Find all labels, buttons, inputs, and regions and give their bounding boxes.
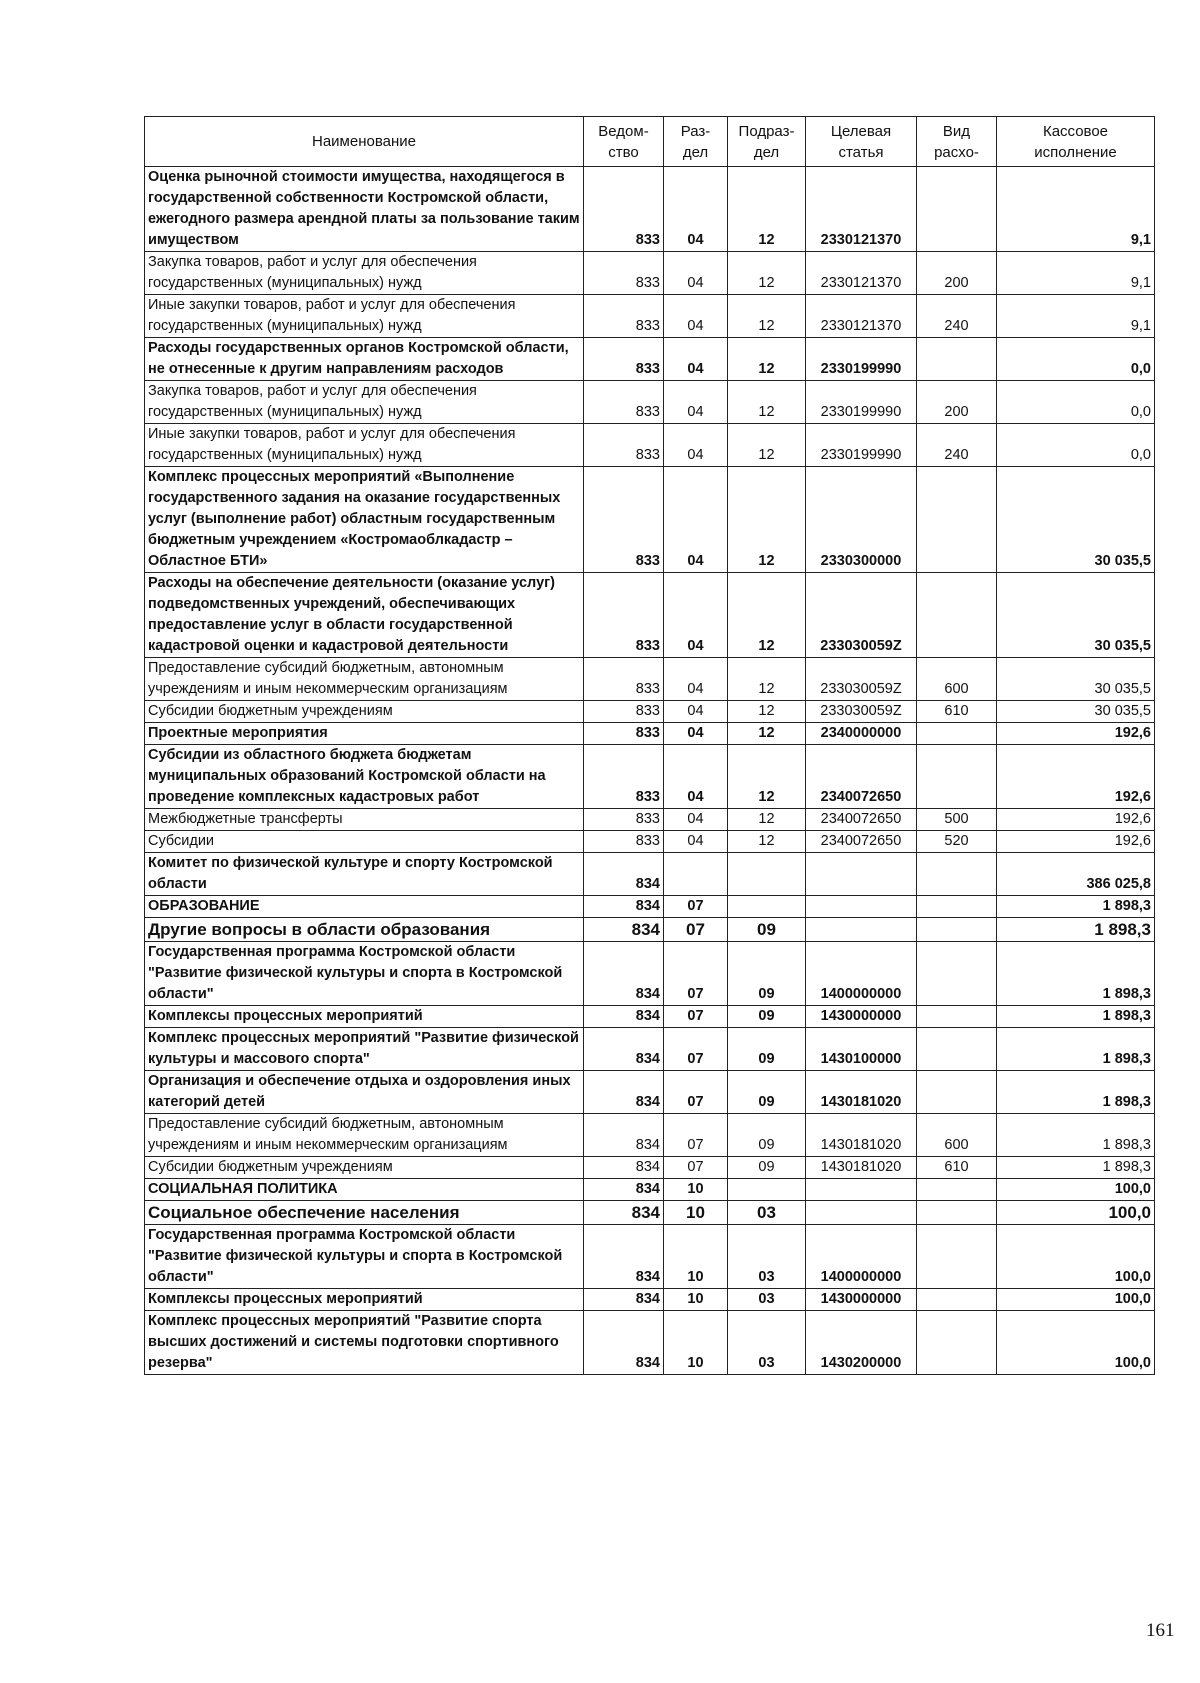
row-vid: [917, 1311, 997, 1375]
row-podrazdel: 12: [728, 809, 806, 831]
row-sum: 192,6: [997, 723, 1155, 745]
row-statya: 233030059Z: [806, 701, 917, 723]
header-vid: Вид расхо-: [917, 117, 997, 167]
row-ved: 834: [584, 1311, 664, 1375]
table-body: [145, 167, 1155, 1375]
row-statya: 1430181020: [806, 1071, 917, 1114]
row-ved: 834: [584, 1006, 664, 1028]
row-name: Комплексы процессных мероприятий: [145, 1006, 584, 1028]
row-name: Расходы на обеспечение деятельности (оказание услуг) подведомственных учреждений, обеспечивающих предоставление услуг в области государственной кадастровой оценки и кадастровой деятельности: [145, 573, 584, 658]
table-row: [145, 896, 1155, 918]
table-row: [145, 1311, 1155, 1375]
row-name: Межбюджетные трансферты: [145, 809, 584, 831]
row-razdel: 04: [664, 809, 728, 831]
row-vid: [917, 1179, 997, 1201]
row-podrazdel: 12: [728, 424, 806, 467]
row-vid: 520: [917, 831, 997, 853]
table-row: [145, 745, 1155, 809]
row-podrazdel: 09: [728, 1006, 806, 1028]
row-ved: 833: [584, 467, 664, 573]
row-statya: 1400000000: [806, 1225, 917, 1289]
row-name: Предоставление субсидий бюджетным, автономным учреждениям и иным некоммерческим организациям: [145, 1114, 584, 1157]
row-vid: [917, 1289, 997, 1311]
table-row: [145, 1157, 1155, 1179]
row-sum: 30 035,5: [997, 701, 1155, 723]
row-ved: 834: [584, 896, 664, 918]
row-ved: 833: [584, 295, 664, 338]
row-vid: [917, 1006, 997, 1028]
row-vid: 610: [917, 701, 997, 723]
row-razdel: 04: [664, 658, 728, 701]
row-podrazdel: [728, 853, 806, 896]
row-razdel: 04: [664, 338, 728, 381]
row-ved: 833: [584, 723, 664, 745]
table-row: [145, 1114, 1155, 1157]
table-row: [145, 701, 1155, 723]
table-row: [145, 1225, 1155, 1289]
row-razdel: 04: [664, 381, 728, 424]
row-name: Проектные мероприятия: [145, 723, 584, 745]
row-vid: [917, 723, 997, 745]
row-sum: 0,0: [997, 424, 1155, 467]
row-sum: 1 898,3: [997, 1157, 1155, 1179]
table-row: [145, 1179, 1155, 1201]
header-podrazdel: Подраз- дел: [728, 117, 806, 167]
row-statya: 1430200000: [806, 1311, 917, 1375]
row-ved: 833: [584, 424, 664, 467]
row-podrazdel: 12: [728, 745, 806, 809]
row-ved: 833: [584, 701, 664, 723]
row-name: Субсидии из областного бюджета бюджетам муниципальных образований Костромской области на проведение комплексных кадастровых работ: [145, 745, 584, 809]
table-row: [145, 381, 1155, 424]
row-razdel: 10: [664, 1289, 728, 1311]
row-sum: 100,0: [997, 1225, 1155, 1289]
row-statya: 2340072650: [806, 831, 917, 853]
table-header-row: [145, 117, 1155, 167]
row-sum: 100,0: [997, 1201, 1155, 1225]
row-statya: 1430000000: [806, 1006, 917, 1028]
row-statya: 2330121370: [806, 167, 917, 252]
row-statya: 2330121370: [806, 295, 917, 338]
table-row: [145, 723, 1155, 745]
row-name: Другие вопросы в области образования: [145, 918, 584, 942]
row-razdel: 07: [664, 1028, 728, 1071]
row-ved: 834: [584, 1225, 664, 1289]
row-podrazdel: 12: [728, 295, 806, 338]
row-name: Закупка товаров, работ и услуг для обеспечения государственных (муниципальных) нужд: [145, 381, 584, 424]
row-statya: [806, 1179, 917, 1201]
row-sum: 1 898,3: [997, 1006, 1155, 1028]
row-sum: 1 898,3: [997, 918, 1155, 942]
table-row: [145, 424, 1155, 467]
row-podrazdel: 03: [728, 1311, 806, 1375]
row-ved: 834: [584, 853, 664, 896]
row-statya: 1430000000: [806, 1289, 917, 1311]
row-name: Комплекс процессных мероприятий "Развитие спорта высших достижений и системы подготовки спортивного резерва": [145, 1311, 584, 1375]
row-podrazdel: 09: [728, 1028, 806, 1071]
row-sum: 9,1: [997, 252, 1155, 295]
row-vid: [917, 467, 997, 573]
row-sum: 1 898,3: [997, 896, 1155, 918]
row-vid: 240: [917, 295, 997, 338]
row-razdel: 07: [664, 918, 728, 942]
row-vid: [917, 338, 997, 381]
row-name: Комплекс процессных мероприятий «Выполнение государственного задания на оказание государственных услуг (выполнение работ) областным государственным бюджетным учреждением «Костромаоблкадастр – Областное БТИ»: [145, 467, 584, 573]
row-name: Закупка товаров, работ и услуг для обеспечения государственных (муниципальных) нужд: [145, 252, 584, 295]
row-podrazdel: 12: [728, 723, 806, 745]
row-razdel: 10: [664, 1201, 728, 1225]
header-razdel: Раз- дел: [664, 117, 728, 167]
budget-table: [144, 116, 1155, 1375]
table-row: [145, 1028, 1155, 1071]
table-row: [145, 918, 1155, 942]
row-podrazdel: 12: [728, 831, 806, 853]
row-ved: 833: [584, 831, 664, 853]
row-podrazdel: 09: [728, 1114, 806, 1157]
row-sum: 192,6: [997, 745, 1155, 809]
row-statya: [806, 918, 917, 942]
row-vid: [917, 1201, 997, 1225]
page-number: 161: [1146, 1620, 1175, 1641]
row-podrazdel: 03: [728, 1225, 806, 1289]
header-sum: Кассовое исполнение: [997, 117, 1155, 167]
table-row: [145, 1289, 1155, 1311]
row-name: Организация и обеспечение отдыха и оздоровления иных категорий детей: [145, 1071, 584, 1114]
row-vid: 200: [917, 252, 997, 295]
row-podrazdel: 09: [728, 942, 806, 1006]
header-name: Наименование: [145, 117, 584, 167]
row-sum: 1 898,3: [997, 942, 1155, 1006]
row-statya: 2330199990: [806, 381, 917, 424]
row-razdel: [664, 853, 728, 896]
row-sum: 192,6: [997, 809, 1155, 831]
row-name: Субсидии: [145, 831, 584, 853]
row-sum: 0,0: [997, 381, 1155, 424]
row-razdel: 04: [664, 723, 728, 745]
row-vid: [917, 853, 997, 896]
table-row: [145, 338, 1155, 381]
row-ved: 833: [584, 338, 664, 381]
row-sum: 9,1: [997, 295, 1155, 338]
row-statya: 233030059Z: [806, 658, 917, 701]
row-razdel: 04: [664, 573, 728, 658]
row-sum: 100,0: [997, 1311, 1155, 1375]
row-sum: 9,1: [997, 167, 1155, 252]
row-ved: 833: [584, 658, 664, 701]
row-podrazdel: 12: [728, 338, 806, 381]
row-razdel: 10: [664, 1311, 728, 1375]
row-razdel: 04: [664, 831, 728, 853]
row-ved: 834: [584, 942, 664, 1006]
row-razdel: 10: [664, 1179, 728, 1201]
row-name: Комитет по физической культуре и спорту Костромской области: [145, 853, 584, 896]
row-name: СОЦИАЛЬНАЯ ПОЛИТИКА: [145, 1179, 584, 1201]
row-razdel: 07: [664, 942, 728, 1006]
row-razdel: 04: [664, 424, 728, 467]
table-row: [145, 1071, 1155, 1114]
table-row: [145, 1201, 1155, 1225]
row-razdel: 07: [664, 896, 728, 918]
row-ved: 833: [584, 381, 664, 424]
row-name: Оценка рыночной стоимости имущества, находящегося в государственной собственности Костромской области, ежегодного размера арендной платы за пользование таким имуществом: [145, 167, 584, 252]
row-statya: 1400000000: [806, 942, 917, 1006]
row-podrazdel: 12: [728, 701, 806, 723]
row-ved: 834: [584, 1114, 664, 1157]
row-statya: 2340000000: [806, 723, 917, 745]
row-sum: 30 035,5: [997, 467, 1155, 573]
row-podrazdel: 09: [728, 1071, 806, 1114]
table-row: [145, 809, 1155, 831]
row-sum: 0,0: [997, 338, 1155, 381]
table-row: [145, 252, 1155, 295]
row-sum: 1 898,3: [997, 1071, 1155, 1114]
row-ved: 833: [584, 252, 664, 295]
row-razdel: 10: [664, 1225, 728, 1289]
row-razdel: 04: [664, 167, 728, 252]
row-name: Предоставление субсидий бюджетным, автономным учреждениям и иным некоммерческим организациям: [145, 658, 584, 701]
row-razdel: 04: [664, 252, 728, 295]
table-row: [145, 1006, 1155, 1028]
row-vid: [917, 942, 997, 1006]
row-name: Комплекс процессных мероприятий "Развитие физической культуры и массового спорта": [145, 1028, 584, 1071]
row-vid: [917, 896, 997, 918]
row-name: Комплексы процессных мероприятий: [145, 1289, 584, 1311]
row-ved: 834: [584, 1071, 664, 1114]
row-podrazdel: [728, 896, 806, 918]
row-podrazdel: 12: [728, 167, 806, 252]
row-vid: [917, 1225, 997, 1289]
row-podrazdel: 09: [728, 918, 806, 942]
row-name: Расходы государственных органов Костромской области, не отнесенные к другим направлениям расходов: [145, 338, 584, 381]
row-podrazdel: 12: [728, 381, 806, 424]
row-statya: 233030059Z: [806, 573, 917, 658]
row-podrazdel: 12: [728, 467, 806, 573]
row-vid: 600: [917, 658, 997, 701]
row-vid: 600: [917, 1114, 997, 1157]
row-ved: 834: [584, 1201, 664, 1225]
row-name: Субсидии бюджетным учреждениям: [145, 701, 584, 723]
row-ved: 833: [584, 809, 664, 831]
row-vid: [917, 745, 997, 809]
header-statya: Целевая статья: [806, 117, 917, 167]
row-sum: 100,0: [997, 1179, 1155, 1201]
row-razdel: 07: [664, 1006, 728, 1028]
row-statya: 1430181020: [806, 1157, 917, 1179]
row-podrazdel: 03: [728, 1289, 806, 1311]
row-razdel: 04: [664, 745, 728, 809]
row-name: Иные закупки товаров, работ и услуг для обеспечения государственных (муниципальных) нужд: [145, 424, 584, 467]
table-row: [145, 942, 1155, 1006]
row-vid: [917, 1071, 997, 1114]
row-vid: 500: [917, 809, 997, 831]
row-podrazdel: 12: [728, 658, 806, 701]
row-razdel: 07: [664, 1071, 728, 1114]
row-podrazdel: [728, 1179, 806, 1201]
row-statya: [806, 853, 917, 896]
table-row: [145, 167, 1155, 252]
row-sum: 386 025,8: [997, 853, 1155, 896]
row-sum: 30 035,5: [997, 573, 1155, 658]
row-razdel: 04: [664, 467, 728, 573]
table-row: [145, 295, 1155, 338]
row-vid: [917, 573, 997, 658]
row-sum: 1 898,3: [997, 1028, 1155, 1071]
row-name: Государственная программа Костромской области "Развитие физической культуры и спорта в Костромской области": [145, 1225, 584, 1289]
row-name: Иные закупки товаров, работ и услуг для обеспечения государственных (муниципальных) нужд: [145, 295, 584, 338]
table-row: [145, 853, 1155, 896]
row-sum: 192,6: [997, 831, 1155, 853]
row-statya: 2340072650: [806, 809, 917, 831]
row-name: ОБРАЗОВАНИЕ: [145, 896, 584, 918]
row-vid: 200: [917, 381, 997, 424]
row-statya: [806, 896, 917, 918]
row-vid: [917, 918, 997, 942]
row-vid: 240: [917, 424, 997, 467]
row-statya: [806, 1201, 917, 1225]
row-sum: 30 035,5: [997, 658, 1155, 701]
row-ved: 834: [584, 918, 664, 942]
row-razdel: 07: [664, 1157, 728, 1179]
row-ved: 834: [584, 1157, 664, 1179]
table-row: [145, 831, 1155, 853]
row-podrazdel: 12: [728, 252, 806, 295]
row-razdel: 04: [664, 701, 728, 723]
table-row: [145, 658, 1155, 701]
row-vid: [917, 1028, 997, 1071]
row-vid: 610: [917, 1157, 997, 1179]
row-ved: 834: [584, 1179, 664, 1201]
row-podrazdel: 03: [728, 1201, 806, 1225]
row-vid: [917, 167, 997, 252]
row-razdel: 04: [664, 295, 728, 338]
row-sum: 1 898,3: [997, 1114, 1155, 1157]
row-ved: 833: [584, 573, 664, 658]
row-ved: 833: [584, 167, 664, 252]
row-statya: 2340072650: [806, 745, 917, 809]
row-podrazdel: 12: [728, 573, 806, 658]
row-statya: 2330300000: [806, 467, 917, 573]
row-razdel: 07: [664, 1114, 728, 1157]
row-ved: 833: [584, 745, 664, 809]
table-row: [145, 467, 1155, 573]
row-name: Субсидии бюджетным учреждениям: [145, 1157, 584, 1179]
row-statya: 2330199990: [806, 338, 917, 381]
row-ved: 834: [584, 1289, 664, 1311]
header-ved: Ведом- ство: [584, 117, 664, 167]
row-statya: 1430100000: [806, 1028, 917, 1071]
row-podrazdel: 09: [728, 1157, 806, 1179]
row-statya: 2330121370: [806, 252, 917, 295]
row-name: Социальное обеспечение населения: [145, 1201, 584, 1225]
row-statya: 2330199990: [806, 424, 917, 467]
row-statya: 1430181020: [806, 1114, 917, 1157]
row-sum: 100,0: [997, 1289, 1155, 1311]
row-name: Государственная программа Костромской области "Развитие физической культуры и спорта в Костромской области": [145, 942, 584, 1006]
row-ved: 834: [584, 1028, 664, 1071]
table-row: [145, 573, 1155, 658]
